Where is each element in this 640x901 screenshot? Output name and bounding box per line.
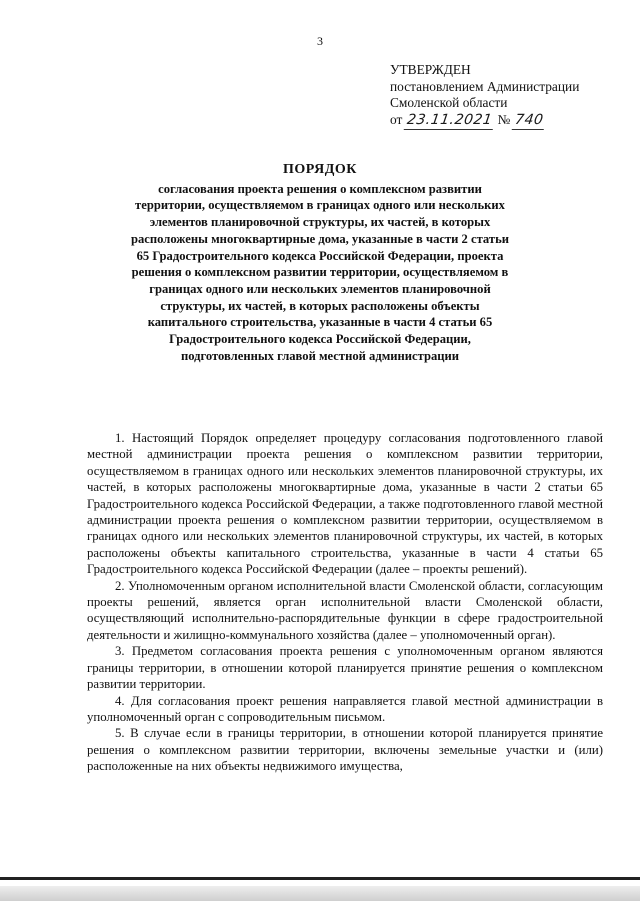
page-number: 3 bbox=[317, 34, 323, 48]
paragraph: 4. Для согласования проект решения направляется главой местной администрации в уполномоченный орган с сопроводительным письмом. bbox=[87, 693, 603, 724]
title-subtitle: согласования проекта решения о комплексном развитии территории, осуществляемом в границах одного или нескольких элементов планировочной структуры, их частей, в которых расположены многоквартирные дома, указанные в части 2 статьи 65 Градостроительного кодекса Российской Федерации, проекта решения о комплексном развитии территории, осуществляемом в границах одного или нескольких элементов планировочной структуры, их частей, в которых расположены объекты капитального строительства, указанные в части 4 статьи 65 Градостроительного кодекса Российской Федерации, подготовленных главой местной администрации bbox=[130, 181, 509, 363]
paragraph: 5. В случае если в границы территории, в отношении которой планируется принятие решения о комплексном развитии территории, включены земельные участки и (или) расположенные на них объекты недвижимого имущества, bbox=[87, 726, 603, 774]
approval-stamp bbox=[390, 62, 579, 129]
handwritten-date: 23.11.2021 bbox=[404, 112, 496, 130]
approval-authority: постановлением Администрации bbox=[390, 78, 580, 94]
approval-date-number bbox=[390, 112, 579, 130]
scan-edge-shadow bbox=[0, 886, 640, 901]
scan-edge-line bbox=[0, 877, 640, 880]
document-body bbox=[87, 430, 603, 775]
approval-title: УТВЕРЖДЕН bbox=[390, 62, 471, 77]
paragraph: 1. Настоящий Порядок определяет процедуру согласования подготовленного главой местной администрации проекта решения о комплексном развитии территории, осуществляемом в границах одного или нескольких элементов планировочной структуры, их частей, в которых расположены многоквартирные дома, указанные в части 2 статьи 65 Градостроительного кодекса Российской Федерации, а также подготовленного главой местной администрации проекта решения о комплексном развитии территории, осуществляемом в границах одного или нескольких элементов планировочной структуры, их частей, в которых расположены объекты капитального строительства, указанные в части 4 статьи 65 Градостроительного кодекса Российской Федерации (далее – проекты решений). bbox=[87, 431, 603, 577]
handwritten-number: 740 bbox=[512, 112, 547, 130]
date-prefix: от bbox=[390, 111, 403, 127]
title-heading: ПОРЯДОК bbox=[283, 162, 357, 177]
document-title bbox=[125, 162, 515, 364]
number-sign: № bbox=[497, 111, 511, 127]
approval-region: Смоленской области bbox=[390, 95, 508, 110]
paragraph: 2. Уполномоченным органом исполнительной власти Смоленской области, согласующим проекты решений, является орган исполнительной власти Смоленской области, осуществляющий исполнительно-распорядительные функции в сфере градостроительной деятельности и жилищно-коммунального хозяйства (далее – уполномоченный орган). bbox=[87, 578, 603, 642]
paragraph: 3. Предметом согласования проекта решения с уполномоченным органом являются границы территории, в отношении которой планируется принятие решения о комплексном развитии территории. bbox=[87, 644, 603, 692]
